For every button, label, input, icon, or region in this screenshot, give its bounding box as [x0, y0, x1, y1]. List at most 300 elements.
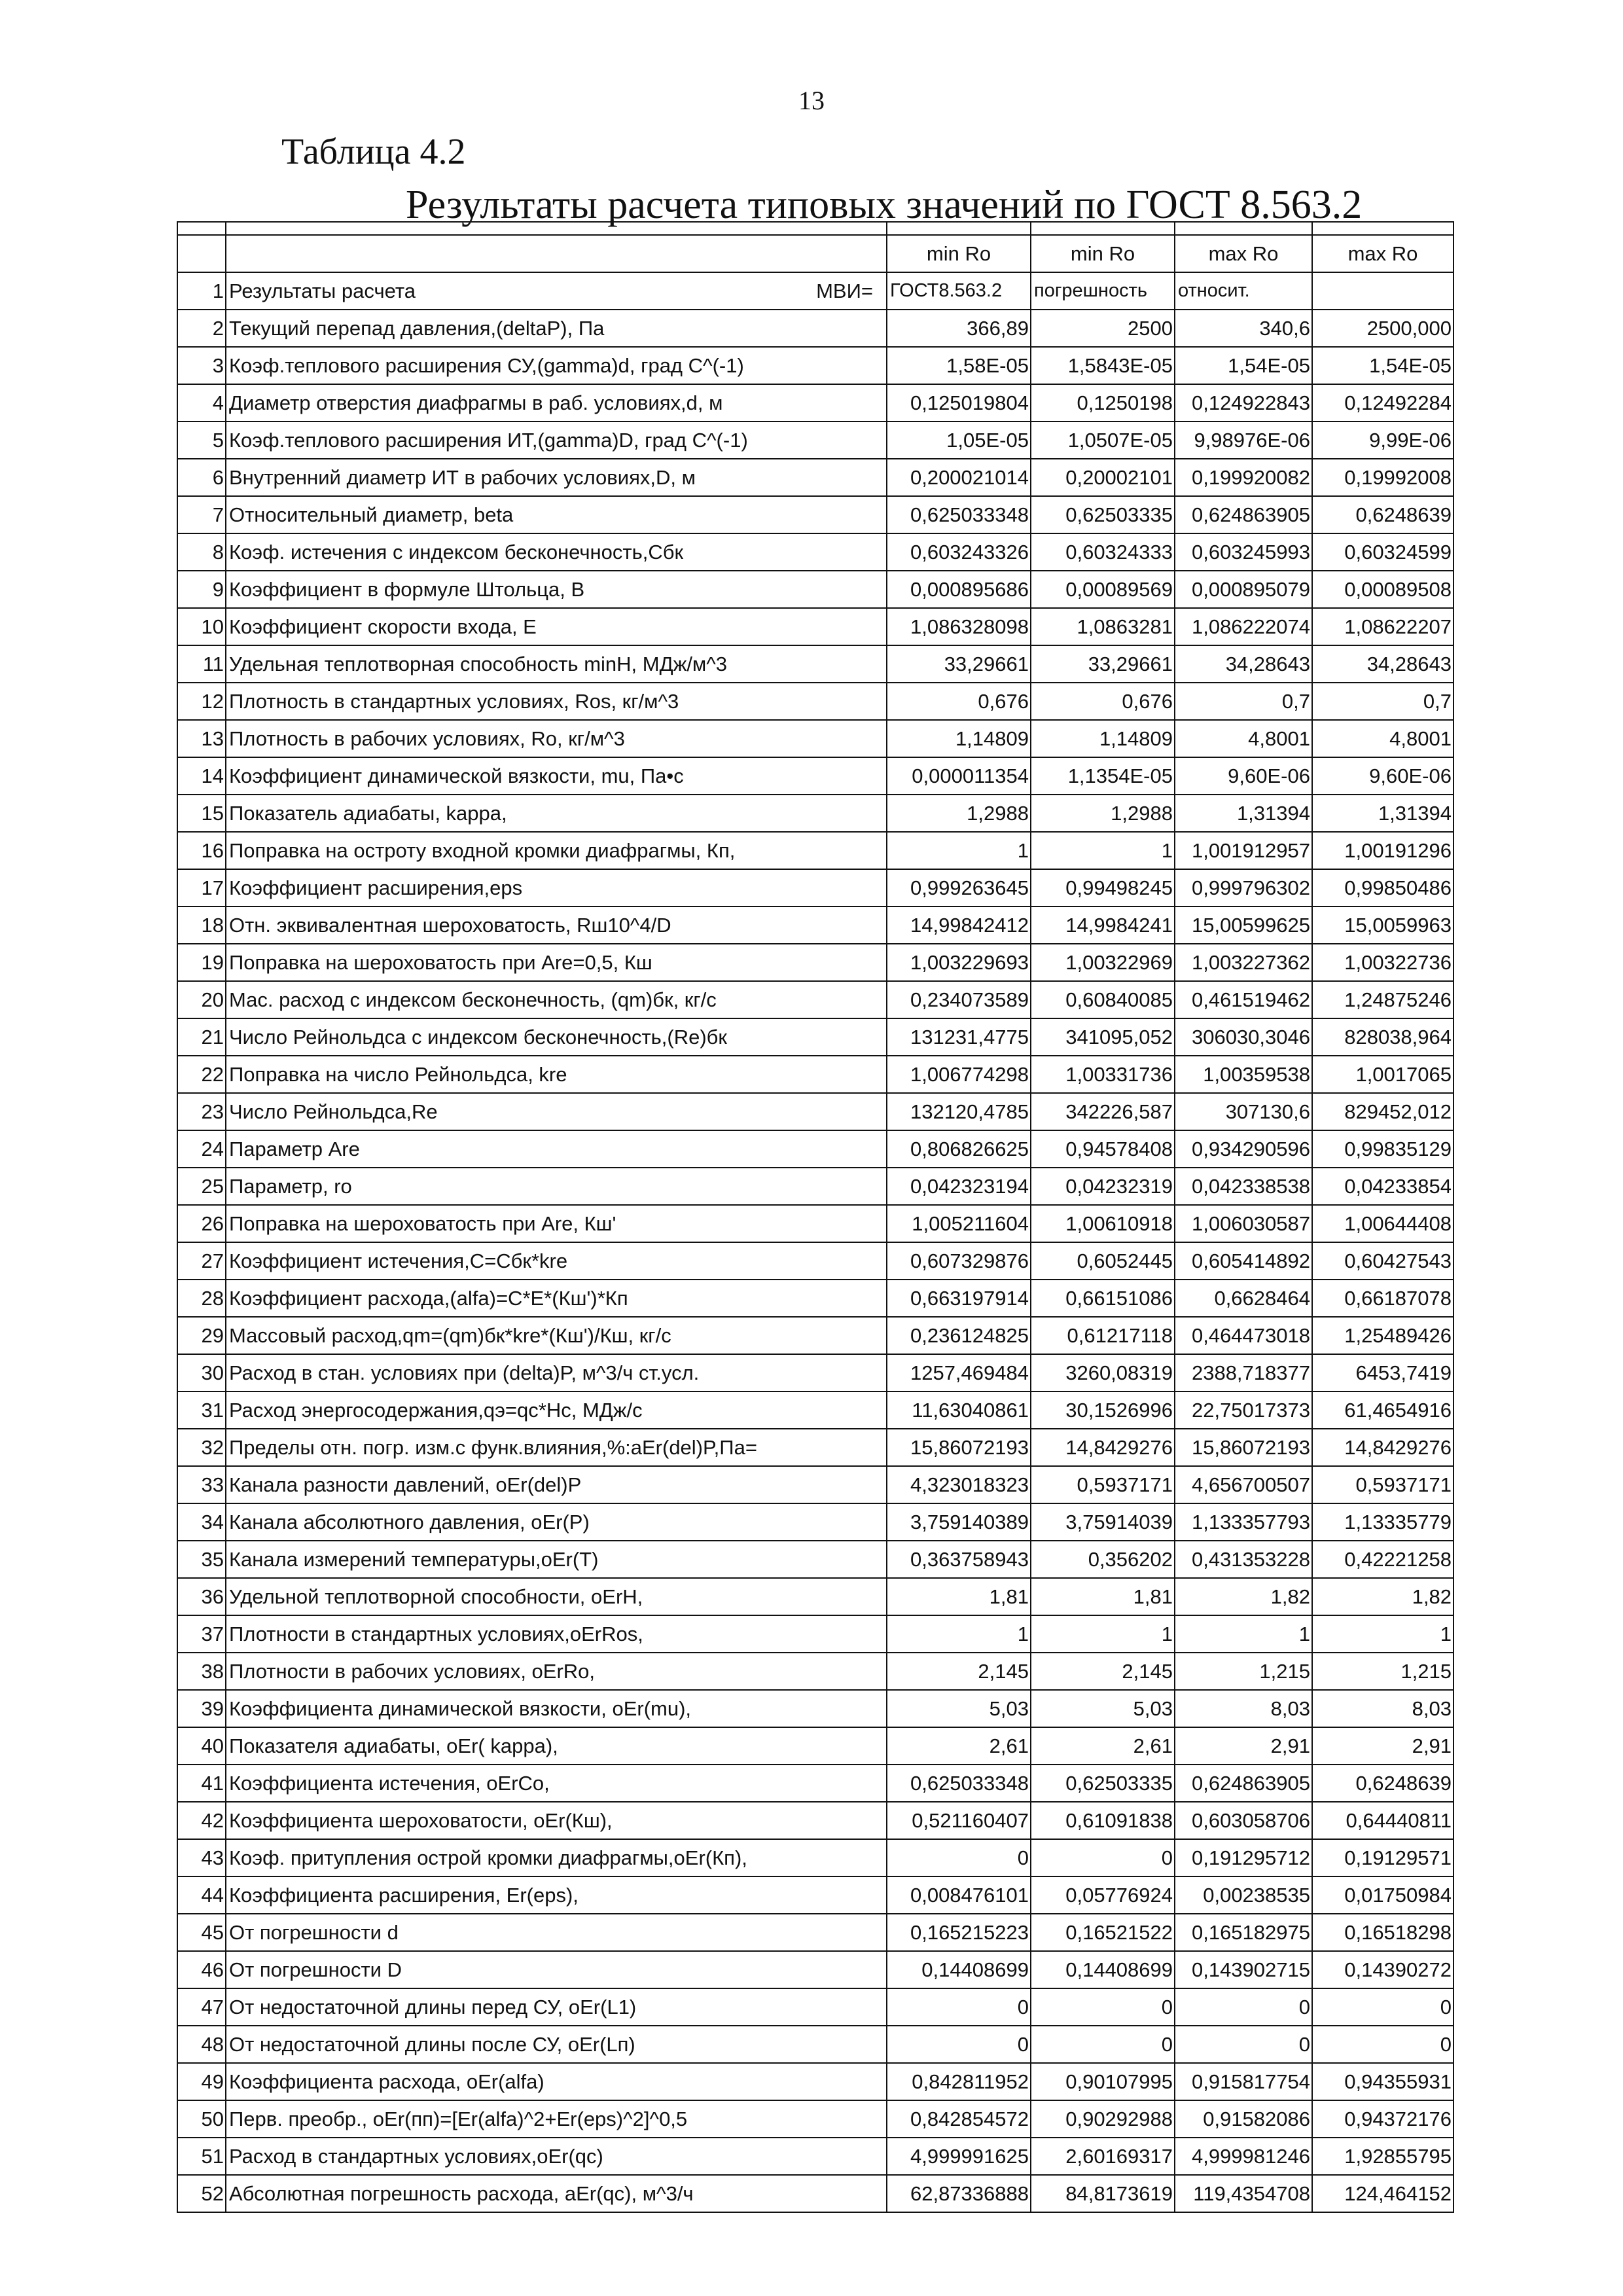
- row-number: 41: [177, 1765, 226, 1802]
- row-parameter: Коэффициент истечения,С=Сбк*kre: [226, 1242, 887, 1280]
- table-row: [177, 1018, 1454, 1056]
- row-parameter: Плотности в рабочих условиях, оErRo,: [226, 1653, 887, 1690]
- row-parameter: Параметр Are: [226, 1130, 887, 1168]
- row-parameter: Коэф. притупления острой кромки диафрагмы,оEr(Кп),: [226, 1839, 887, 1876]
- row-parameter: От погрешности D: [226, 1951, 887, 1988]
- row-value: 9,60E-06: [1312, 757, 1454, 795]
- row-value: 1,5843E-05: [1031, 347, 1175, 384]
- row-value: 0,60840085: [1031, 981, 1175, 1018]
- row-value: 0,356202: [1031, 1541, 1175, 1578]
- row-value: 1,086328098: [887, 608, 1031, 645]
- table-title: Результаты расчета типовых значений по ГОСТ 8.563.2: [406, 183, 1363, 227]
- row-value: 0,6052445: [1031, 1242, 1175, 1280]
- row-value: 0,625033348: [887, 496, 1031, 533]
- table-row: [177, 608, 1454, 645]
- row-number: 45: [177, 1914, 226, 1951]
- row-value: 6453,7419: [1312, 1354, 1454, 1391]
- table-row: [177, 1765, 1454, 1802]
- table-row: [177, 1653, 1454, 1690]
- row-value: 33,29661: [1031, 645, 1175, 683]
- table-row: [177, 1802, 1454, 1839]
- row-value: 4,323018323: [887, 1466, 1031, 1503]
- row-parameter: Коэффициент в формуле Штольца, В: [226, 571, 887, 608]
- row-value: 0: [1312, 2026, 1454, 2063]
- row-value: 1,215: [1175, 1653, 1312, 1690]
- row-value: 0,999796302: [1175, 869, 1312, 906]
- row-value: 0,200021014: [887, 459, 1031, 496]
- header-num-cell: [177, 235, 226, 272]
- row-value: 1,00644408: [1312, 1205, 1454, 1242]
- row-value: 0,42221258: [1312, 1541, 1454, 1578]
- row-parameter: Параметр, rо: [226, 1168, 887, 1205]
- row-parameter: Канала разности давлений, оEr(del)P: [226, 1466, 887, 1503]
- row-value: 0,16521522: [1031, 1914, 1175, 1951]
- row-parameter: Коэффициент расширения,eps: [226, 869, 887, 906]
- row-value: 1,54E-05: [1312, 347, 1454, 384]
- table-row: [177, 1988, 1454, 2026]
- row-value: 5,03: [887, 1690, 1031, 1727]
- row-value: 0,14408699: [1031, 1951, 1175, 1988]
- row-value: 0,00089508: [1312, 571, 1454, 608]
- row-value: 0,66151086: [1031, 1280, 1175, 1317]
- row-value: 0,94578408: [1031, 1130, 1175, 1168]
- row-value: 1,00359538: [1175, 1056, 1312, 1093]
- row-parameter: Поправка на шероховатость при Are=0,5, Кш: [226, 944, 887, 981]
- table-row: [177, 422, 1454, 459]
- row-parameter: Диаметр отверстия диафрагмы в раб. условиях,d, м: [226, 384, 887, 422]
- row-number: 10: [177, 608, 226, 645]
- row-value: 0,91582086: [1175, 2100, 1312, 2138]
- row-value: погрешность: [1031, 272, 1175, 310]
- row-value: 1: [1031, 1615, 1175, 1653]
- row-value: 306030,3046: [1175, 1018, 1312, 1056]
- mvi-label: МВИ=: [816, 279, 873, 302]
- row-value: 0,20002101: [1031, 459, 1175, 496]
- row-number: 20: [177, 981, 226, 1018]
- row-number: 6: [177, 459, 226, 496]
- row-value: 340,6: [1175, 310, 1312, 347]
- row-value: 0,00238535: [1175, 1876, 1312, 1914]
- row-number: 37: [177, 1615, 226, 1653]
- row-value: 829452,012: [1312, 1093, 1454, 1130]
- row-value: 0,676: [1031, 683, 1175, 720]
- row-number: 30: [177, 1354, 226, 1391]
- row-value: 0,124922843: [1175, 384, 1312, 422]
- row-number: 38: [177, 1653, 226, 1690]
- row-value: 3260,08319: [1031, 1354, 1175, 1391]
- row-value: 0,915817754: [1175, 2063, 1312, 2100]
- row-value: 0,624863905: [1175, 1765, 1312, 1802]
- row-value: 1: [1031, 832, 1175, 869]
- column-header: min Ro: [1031, 235, 1175, 272]
- row-parameter: Мас. расход с индексом бесконечность, (qm)бк, кг/с: [226, 981, 887, 1018]
- row-value: 33,29661: [887, 645, 1031, 683]
- row-value: 0,04232319: [1031, 1168, 1175, 1205]
- row-number: 1: [177, 272, 226, 310]
- row-parameter: Коэффициента расхода, оEr(alfa): [226, 2063, 887, 2100]
- row-parameter: Канала абсолютного давления, оEr(P): [226, 1503, 887, 1541]
- column-header: min Ro: [887, 235, 1031, 272]
- row-value: 0,000895686: [887, 571, 1031, 608]
- row-value: 84,8173619: [1031, 2175, 1175, 2212]
- row-parameter: Удельной теплотворной способности, оErH,: [226, 1578, 887, 1615]
- table-row: [177, 720, 1454, 757]
- row-value: 22,75017373: [1175, 1391, 1312, 1429]
- table-row: [177, 2063, 1454, 2100]
- table-row: [177, 906, 1454, 944]
- row-value: 0,191295712: [1175, 1839, 1312, 1876]
- row-value: 1,54E-05: [1175, 347, 1312, 384]
- row-value: 15,86072193: [1175, 1429, 1312, 1466]
- row-value: 0,363758943: [887, 1541, 1031, 1578]
- table-row: [177, 1168, 1454, 1205]
- row-value: 0,999263645: [887, 869, 1031, 906]
- row-parameter: Расход энергосодержания,qэ=qc*Hc, МДж/с: [226, 1391, 887, 1429]
- row-value: 14,8429276: [1312, 1429, 1454, 1466]
- row-value: 0,431353228: [1175, 1541, 1312, 1578]
- table-row: [177, 1578, 1454, 1615]
- row-value: 1,00322969: [1031, 944, 1175, 981]
- row-value: 4,656700507: [1175, 1466, 1312, 1503]
- row-value: 0,7: [1175, 683, 1312, 720]
- row-value: 2,60169317: [1031, 2138, 1175, 2175]
- row-value: 0: [1312, 1988, 1454, 2026]
- row-value: 2500: [1031, 310, 1175, 347]
- row-number: 28: [177, 1280, 226, 1317]
- row-value: 0,62503335: [1031, 1765, 1175, 1802]
- row-value: 0,624863905: [1175, 496, 1312, 533]
- row-parameter: От недостаточной длины перед СУ, оEr(L1): [226, 1988, 887, 2026]
- row-value: 1,0017065: [1312, 1056, 1454, 1093]
- row-number: 34: [177, 1503, 226, 1541]
- row-value: 1,08622207: [1312, 608, 1454, 645]
- row-parameter: Текущий перепад давления,(deltaP), Па: [226, 310, 887, 347]
- row-value: 62,87336888: [887, 2175, 1031, 2212]
- table-row: [177, 869, 1454, 906]
- row-value: 0,125019804: [887, 384, 1031, 422]
- row-value: 2,91: [1312, 1727, 1454, 1765]
- row-value: 1,0863281: [1031, 608, 1175, 645]
- row-parameter: Абсолютная погрешность расхода, aEr(qc), м^3/ч: [226, 2175, 887, 2212]
- row-value: 0,143902715: [1175, 1951, 1312, 1988]
- row-value: 0,000011354: [887, 757, 1031, 795]
- row-parameter: Коэф. истечения с индексом бесконечность,Сбк: [226, 533, 887, 571]
- row-number: 9: [177, 571, 226, 608]
- row-value: 1,82: [1312, 1578, 1454, 1615]
- row-value: 0,625033348: [887, 1765, 1031, 1802]
- row-value: 30,1526996: [1031, 1391, 1175, 1429]
- row-value: 0: [1031, 1988, 1175, 2026]
- row-value: 61,4654916: [1312, 1391, 1454, 1429]
- row-value: 2,145: [887, 1653, 1031, 1690]
- table-row: [177, 1690, 1454, 1727]
- table-row: [177, 1914, 1454, 1951]
- table-row: [177, 2026, 1454, 2063]
- table-row: [177, 1466, 1454, 1503]
- row-value: 0,05776924: [1031, 1876, 1175, 1914]
- table-row: [177, 496, 1454, 533]
- row-value: 0,605414892: [1175, 1242, 1312, 1280]
- row-value: 0,1250198: [1031, 384, 1175, 422]
- table-row: [177, 1317, 1454, 1354]
- table-row: [177, 757, 1454, 795]
- row-value: 4,999981246: [1175, 2138, 1312, 2175]
- table-row: [177, 459, 1454, 496]
- row-value: 1: [887, 1615, 1031, 1653]
- row-value: 11,63040861: [887, 1391, 1031, 1429]
- table-row: [177, 683, 1454, 720]
- row-parameter: Коэффициента шероховатости, оEr(Кш),: [226, 1802, 887, 1839]
- row-number: 4: [177, 384, 226, 422]
- row-value: 0,5937171: [1031, 1466, 1175, 1503]
- row-number: 23: [177, 1093, 226, 1130]
- row-value: 8,03: [1175, 1690, 1312, 1727]
- row-value: 15,0059963: [1312, 906, 1454, 944]
- row-value: 0,62503335: [1031, 496, 1175, 533]
- row-value: 0,461519462: [1175, 981, 1312, 1018]
- row-value: 131231,4775: [887, 1018, 1031, 1056]
- column-header-row: [177, 235, 1454, 272]
- row-value: 0,236124825: [887, 1317, 1031, 1354]
- row-value: 1,81: [1031, 1578, 1175, 1615]
- row-value: 0,7: [1312, 683, 1454, 720]
- row-value: 9,60E-06: [1175, 757, 1312, 795]
- row-number: 7: [177, 496, 226, 533]
- row-parameter: Коэффициента динамической вязкости, оEr(mu),: [226, 1690, 887, 1727]
- row-value: 0,64440811: [1312, 1802, 1454, 1839]
- row-value: 1,2988: [887, 795, 1031, 832]
- row-value: 0: [887, 2026, 1031, 2063]
- row-value: 1,81: [887, 1578, 1031, 1615]
- row-value: 8,03: [1312, 1690, 1454, 1727]
- row-value: 0,199920082: [1175, 459, 1312, 496]
- row-value: 0,676: [887, 683, 1031, 720]
- table-row: [177, 533, 1454, 571]
- row-number: 21: [177, 1018, 226, 1056]
- row-value: 0: [1031, 2026, 1175, 2063]
- row-parameter: Плотности в стандартных условиях,оErRos,: [226, 1615, 887, 1653]
- row-parameter: От недостаточной длины после СУ, оEr(Lп): [226, 2026, 887, 2063]
- row-value: 5,03: [1031, 1690, 1175, 1727]
- row-value: 0,19129571: [1312, 1839, 1454, 1876]
- row-value: 0,01750984: [1312, 1876, 1454, 1914]
- table-row: [177, 1280, 1454, 1317]
- row-value: [1312, 272, 1454, 310]
- table-row: [177, 1205, 1454, 1242]
- row-value: 0,603245993: [1175, 533, 1312, 571]
- row-number: 39: [177, 1690, 226, 1727]
- row-parameter: Число Рейнольдса,Re: [226, 1093, 887, 1130]
- row-number: 15: [177, 795, 226, 832]
- row-value: 0,165215223: [887, 1914, 1031, 1951]
- table-row: [177, 1429, 1454, 1466]
- row-value: 1,24875246: [1312, 981, 1454, 1018]
- table-row: [177, 272, 1454, 310]
- table-row: [177, 1876, 1454, 1914]
- row-number: 47: [177, 1988, 226, 2026]
- row-value: 0,12492284: [1312, 384, 1454, 422]
- row-parameter: Число Рейнольдса с индексом бесконечность,(Re)бк: [226, 1018, 887, 1056]
- row-value: 0,14390272: [1312, 1951, 1454, 1988]
- row-value: 0,607329876: [887, 1242, 1031, 1280]
- row-value: 0,521160407: [887, 1802, 1031, 1839]
- row-value: 0,61217118: [1031, 1317, 1175, 1354]
- row-value: 1,003229693: [887, 944, 1031, 981]
- table-row: [177, 347, 1454, 384]
- table-caption: Таблица 4.2: [281, 132, 466, 172]
- row-parameter: Коэф.теплового расширения СУ,(gamma)d, град С^(-1): [226, 347, 887, 384]
- row-value: 1,003227362: [1175, 944, 1312, 981]
- row-value: 0,464473018: [1175, 1317, 1312, 1354]
- row-value: 0,60427543: [1312, 1242, 1454, 1280]
- row-value: 366,89: [887, 310, 1031, 347]
- row-parameter: Коэффициента расширения, Er(eps),: [226, 1876, 887, 1914]
- row-value: 14,99842412: [887, 906, 1031, 944]
- row-value: 0,99835129: [1312, 1130, 1454, 1168]
- row-number: 13: [177, 720, 226, 757]
- row-number: 51: [177, 2138, 226, 2175]
- row-value: 1: [1312, 1615, 1454, 1653]
- row-value: 1,31394: [1312, 795, 1454, 832]
- row-number: 52: [177, 2175, 226, 2212]
- row-value: 1,92855795: [1312, 2138, 1454, 2175]
- row-value: 119,4354708: [1175, 2175, 1312, 2212]
- row-number: 29: [177, 1317, 226, 1354]
- row-number: 12: [177, 683, 226, 720]
- row-number: 19: [177, 944, 226, 981]
- row-value: 1,1354E-05: [1031, 757, 1175, 795]
- row-value: 0,603058706: [1175, 1802, 1312, 1839]
- row-value: 0,042338538: [1175, 1168, 1312, 1205]
- row-value: 4,999991625: [887, 2138, 1031, 2175]
- table-row: [177, 1056, 1454, 1093]
- row-number: 35: [177, 1541, 226, 1578]
- row-value: 0,806826625: [887, 1130, 1031, 1168]
- row-value: 0,99850486: [1312, 869, 1454, 906]
- row-value: 0,60324333: [1031, 533, 1175, 571]
- row-value: 14,8429276: [1031, 1429, 1175, 1466]
- row-value: 132120,4785: [887, 1093, 1031, 1130]
- row-parameter: Расход в стан. условиях при (delta)P, м^3/ч ст.усл.: [226, 1354, 887, 1391]
- row-value: 1,13335779: [1312, 1503, 1454, 1541]
- row-value: 0,94355931: [1312, 2063, 1454, 2100]
- row-value: 0: [1031, 1839, 1175, 1876]
- row-number: 2: [177, 310, 226, 347]
- row-value: относит.: [1175, 272, 1312, 310]
- table-row: [177, 1093, 1454, 1130]
- row-value: 342226,587: [1031, 1093, 1175, 1130]
- row-value: 1,00322736: [1312, 944, 1454, 981]
- table-row: [177, 1354, 1454, 1391]
- row-value: 0: [1175, 2026, 1312, 2063]
- row-value: 34,28643: [1312, 645, 1454, 683]
- row-parameter: Поправка на число Рейнольдса, kre: [226, 1056, 887, 1093]
- table-row: [177, 310, 1454, 347]
- table-row: [177, 795, 1454, 832]
- row-parameter: Пределы отн. погр. изм.с функ.влияния,%:aEr(del)P,Па=: [226, 1429, 887, 1466]
- row-value: 1,086222074: [1175, 608, 1312, 645]
- row-value: 1,00191296: [1312, 832, 1454, 869]
- row-parameter: Канала измерений температуры,оEr(T): [226, 1541, 887, 1578]
- row-value: 1,005211604: [887, 1205, 1031, 1242]
- row-parameter: [226, 272, 887, 310]
- row-parameter: От погрешности d: [226, 1914, 887, 1951]
- row-value: 0,94372176: [1312, 2100, 1454, 2138]
- row-value: 1,14809: [887, 720, 1031, 757]
- row-value: 0: [887, 1988, 1031, 2026]
- row-value: 0,934290596: [1175, 1130, 1312, 1168]
- row-number: 5: [177, 422, 226, 459]
- row-value: 341095,052: [1031, 1018, 1175, 1056]
- table-top-strip: [177, 222, 1454, 235]
- row-number: 40: [177, 1727, 226, 1765]
- row-parameter: Коэффициент динамической вязкости, mu, Па•с: [226, 757, 887, 795]
- row-value: 0,5937171: [1312, 1466, 1454, 1503]
- row-value: 0,14408699: [887, 1951, 1031, 1988]
- row-value: 1: [1175, 1615, 1312, 1653]
- row-parameter: Плотность в стандартных условиях, Ros, кг/м^3: [226, 683, 887, 720]
- table-row: [177, 1541, 1454, 1578]
- row-value: 0,603243326: [887, 533, 1031, 571]
- table-row: [177, 1615, 1454, 1653]
- row-number: 25: [177, 1168, 226, 1205]
- row-value: 1,82: [1175, 1578, 1312, 1615]
- row-number: 32: [177, 1429, 226, 1466]
- row-value: 0,19992008: [1312, 459, 1454, 496]
- row-value: 0,60324599: [1312, 533, 1454, 571]
- row-value: 0,61091838: [1031, 1802, 1175, 1839]
- row-value: 0,04233854: [1312, 1168, 1454, 1205]
- row-value: 2,145: [1031, 1653, 1175, 1690]
- row-value: 0: [1175, 1988, 1312, 2026]
- row-value: 1,006030587: [1175, 1205, 1312, 1242]
- row-number: 16: [177, 832, 226, 869]
- row-number: 43: [177, 1839, 226, 1876]
- row-number: 33: [177, 1466, 226, 1503]
- row-value: 1,00331736: [1031, 1056, 1175, 1093]
- row-value: 15,86072193: [887, 1429, 1031, 1466]
- table-row: [177, 2100, 1454, 2138]
- row-parameter: Расход в стандартных условиях,оEr(qc): [226, 2138, 887, 2175]
- row-value: 1,05E-05: [887, 422, 1031, 459]
- row-value: 0,16518298: [1312, 1914, 1454, 1951]
- row-number: 8: [177, 533, 226, 571]
- row-value: 1,58E-05: [887, 347, 1031, 384]
- row-number: 31: [177, 1391, 226, 1429]
- row-number: 48: [177, 2026, 226, 2063]
- results-table-container: [177, 221, 1453, 2213]
- table-row: [177, 1839, 1454, 1876]
- row-value: 15,00599625: [1175, 906, 1312, 944]
- row-value: 0,000895079: [1175, 571, 1312, 608]
- row-value: 9,99E-06: [1312, 422, 1454, 459]
- row-value: 9,98976E-06: [1175, 422, 1312, 459]
- row-value: 1,006774298: [887, 1056, 1031, 1093]
- row-parameter: Коэффициента истечения, оErCo,: [226, 1765, 887, 1802]
- row-number: 44: [177, 1876, 226, 1914]
- table-row: [177, 2138, 1454, 2175]
- table-row: [177, 571, 1454, 608]
- row-value: 0,6248639: [1312, 1765, 1454, 1802]
- row-value: 0,842854572: [887, 2100, 1031, 2138]
- row-parameter-text: Результаты расчета: [229, 279, 416, 302]
- row-number: 27: [177, 1242, 226, 1280]
- column-header: max Ro: [1312, 235, 1454, 272]
- table-row: [177, 944, 1454, 981]
- row-value: 0,6628464: [1175, 1280, 1312, 1317]
- row-value: 1,00610918: [1031, 1205, 1175, 1242]
- row-number: 22: [177, 1056, 226, 1093]
